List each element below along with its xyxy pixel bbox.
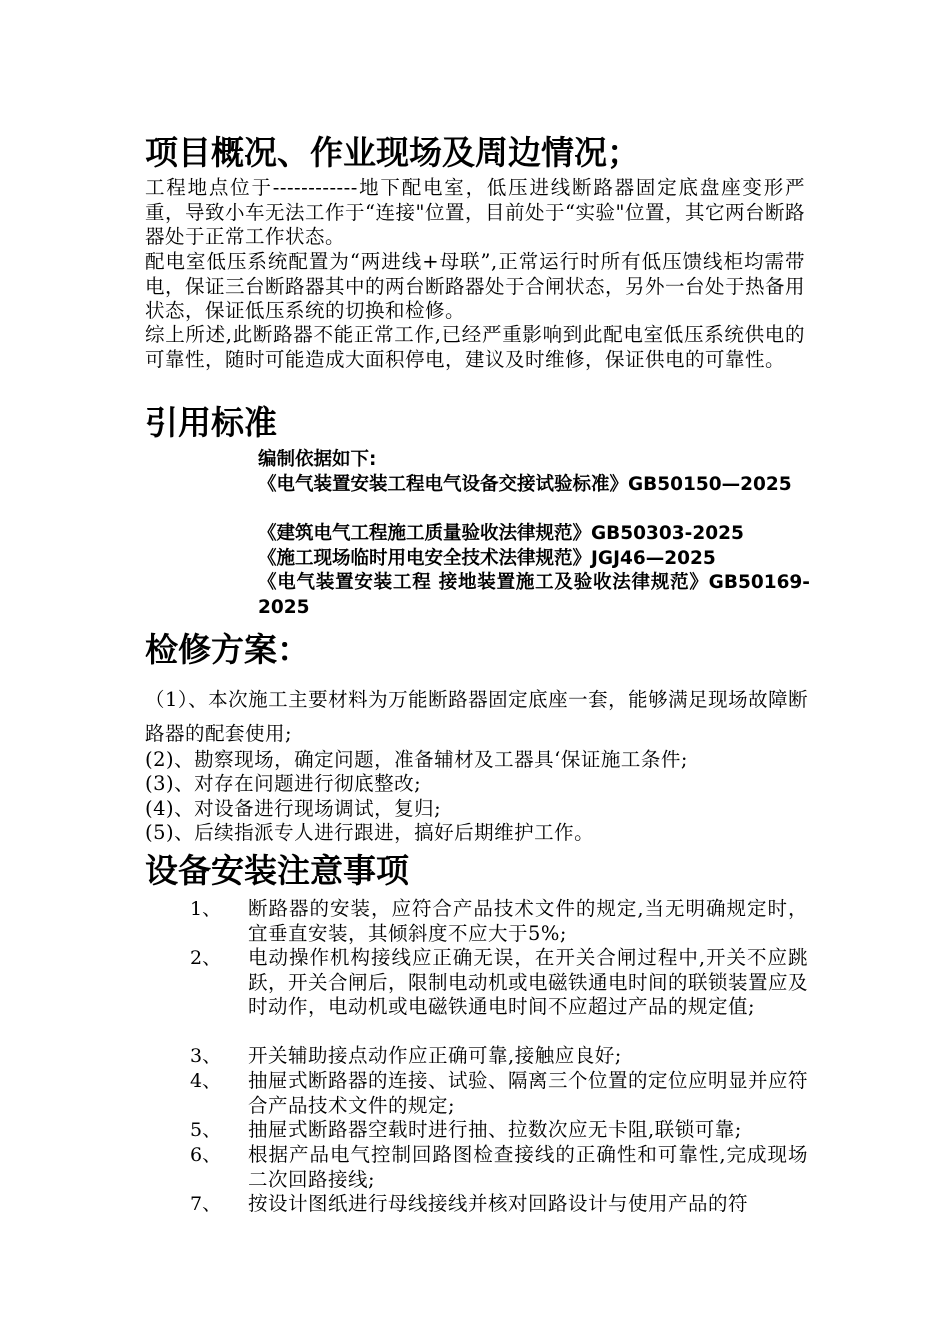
overview-heading: 项目概况、作业现场及周边情况； bbox=[145, 133, 640, 172]
plan-item-3: (3)、对存在问题进行彻底整改; bbox=[145, 772, 422, 795]
note-text-2: 电动操作机构接线应正确无误，在开关合闸过程中,开关不应跳跃，开关合闸后，限制电动机或电磁铁通电时间的联锁装置应及时动作，电动机或电磁铁通电时间不应超过产品的规定值; bbox=[248, 946, 809, 1018]
note-number-6: 6、 bbox=[190, 1144, 222, 1166]
note-number-4: 4、 bbox=[190, 1070, 222, 1092]
note-text-4: 抽屉式断路器的连接、试验、隔离三个位置的定位应明显并应符合产品技术文件的规定; bbox=[248, 1069, 809, 1117]
plan-item-2: (2)、勘察现场，确定问题，准备辅材及工器具‘保证施工条件; bbox=[145, 748, 688, 771]
standards-heading: 引用标准 bbox=[145, 403, 277, 442]
plan-item-1: （1）、本次施工主要材料为万能断路器固定底座一套，能够满足现场故障断路器的配套使用; bbox=[145, 688, 809, 745]
standard-item-2: 《建筑电气工程施工质量验收法律规范》GB50303-2025 bbox=[258, 523, 744, 544]
notes-heading: 设备安装注意事项 bbox=[145, 851, 409, 890]
plan-heading: 检修方案： bbox=[145, 630, 310, 669]
overview-paragraph-1: 工程地点位于------------地下配电室，低压进线断路器固定底盘座变形严重，导致小车无法工作于“连接"位置，目前处于“实验"位置，其它两台断路器处于正常工作状态。 bbox=[145, 176, 805, 248]
note-text-3: 开关辅助接点动作应正确可靠,接触应良好; bbox=[248, 1044, 622, 1067]
note-number-1: 1、 bbox=[190, 898, 222, 920]
note-text-1: 断路器的安装，应符合产品技术文件的规定,当无明确规定时，宜垂直安装，其倾斜度不应大于5%; bbox=[248, 897, 808, 945]
note-text-5: 抽屉式断路器空载时进行抽、拉数次应无卡阻,联锁可靠; bbox=[248, 1118, 742, 1141]
note-number-7: 7、 bbox=[190, 1193, 222, 1215]
plan-item-5: (5)、后续指派专人进行跟进，搞好后期维护工作。 bbox=[145, 821, 595, 844]
standards-intro: 编制依据如下: bbox=[258, 449, 377, 470]
overview-paragraph-2: 配电室低压系统配置为“两进线+母联”,正常运行时所有低压馈线柜均需带电，保证三台断路器其中的两台断路器处于合闸状态，另外一台处于热备用状态，保证低压系统的切换和检修。 bbox=[145, 250, 806, 322]
note-number-3: 3、 bbox=[190, 1045, 222, 1067]
standard-item-4: 《电气装置安装工程 接地装置施工及验收法律规范》GB50169-2025 bbox=[258, 572, 810, 618]
note-number-2: 2、 bbox=[190, 947, 222, 969]
plan-item-4: (4)、对设备进行现场调试，复归; bbox=[145, 797, 442, 820]
standard-item-1: 《电气装置安装工程电气设备交接试验标准》GB50150—2025 bbox=[258, 474, 792, 495]
overview-paragraph-3: 综上所述,此断路器不能正常工作,已经严重影响到此配电室低压系统供电的可靠性，随时可能造成大面积停电，建议及时维修，保证供电的可靠性。 bbox=[145, 323, 805, 371]
note-text-7: 按设计图纸进行母线接线并核对回路设计与使用产品的符 bbox=[248, 1192, 749, 1215]
note-text-6: 根据产品电气控制回路图检查接线的正确性和可靠性,完成现场二次回路接线; bbox=[248, 1143, 808, 1191]
note-number-5: 5、 bbox=[190, 1119, 222, 1141]
standard-item-3: 《施工现场临时用电安全技术法律规范》JGJ46—2025 bbox=[258, 548, 716, 569]
